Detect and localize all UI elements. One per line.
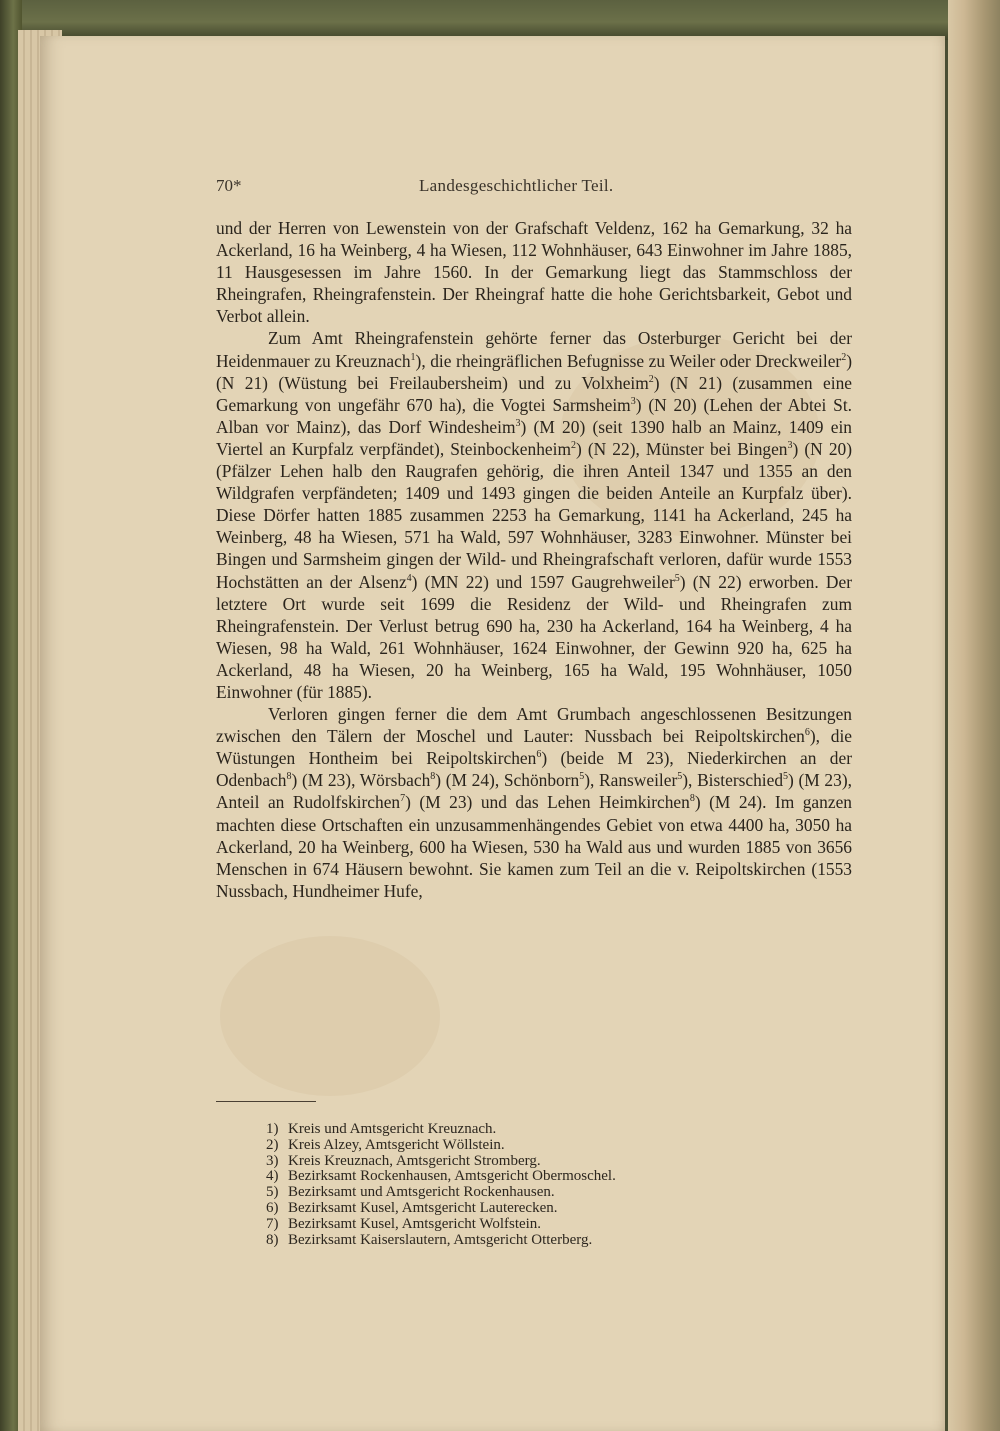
footnote (266, 1185, 826, 1201)
footnote-text: Kreis und Amtsgericht Kreuznach. (288, 1121, 497, 1137)
paragraph: Verloren gingen ferner die dem Amt Grumbach angeschlossenen Besitzungen zwischen den Tälern der Moschel und Lauter: Nussbach bei Reipoltskirchen$^6$), die Wüstungen Hontheim bei Reipoltskirchen$^6$) (beide M 23), Niederkirchen an der Odenbach$^8$) (M 23), Wörsbach$^8$) (M 24), Schönborn$^5$), Ransweiler$^5$), Bisterschied$^5$) (M 23), Anteil an Rudolfskirchen$^7$) (M 23) und das Lehen Heimkirchen$^8$) (M 24). Im ganzen machten diese Ortschaften ein unzusammenhängendes Gebiet von etwa 4400 ha, 3050 ha Ackerland, 20 ha Weinberg, 600 ha Wiesen, 530 ha Wald aus und wurden 1885 von 3656 Menschen in 674 Häusern bewohnt. Sie kamen zum Teil an die v. Reipoltskirchen (1553 Nussbach, Hundheimer Hufe, (216, 704, 852, 901)
footnote (266, 1154, 826, 1170)
footnote-separator (216, 1101, 316, 1102)
footnote-text: Bezirksamt Kaiserslautern, Amtsgericht Otterberg. (288, 1231, 593, 1248)
footnote-number: 4) (266, 1168, 279, 1185)
footnote-number: 8) (266, 1231, 279, 1248)
footnote-number: 6) (266, 1199, 279, 1216)
footnote-number: 5) (266, 1184, 279, 1201)
footnote (266, 1217, 826, 1233)
footnotes (266, 1122, 826, 1248)
footnote-text: Bezirksamt Rockenhausen, Amtsgericht Obermoschel. (288, 1168, 616, 1185)
page-number: 70* (216, 176, 242, 195)
body-text (216, 217, 852, 902)
footnote-number: 3) (266, 1152, 279, 1169)
footnote-text: Kreis Kreuznach, Amtsgericht Stromberg. (288, 1152, 541, 1169)
footnote-number: 1) (266, 1121, 279, 1137)
paragraph: und der Herren von Lewenstein von der Grafschaft Veldenz, 162 ha Gemarkung, 32 ha Ackerland, 16 ha Weinberg, 4 ha Wiesen, 112 Wohnhäuser, 643 Einwohner im Jahre 1885, 11 Hausgesessen im Jahre 1560. In der Gemarkung liegt das Stammschloss der Rheingrafen, Rheingrafenstein. Der Rheingraf hatte die hohe Gerichtsbarkeit, Gebot und Verbot allein. (216, 218, 852, 327)
footnote-text: Bezirksamt und Amtsgericht Rockenhausen. (288, 1184, 555, 1201)
page-header (216, 176, 852, 198)
footnote (266, 1201, 826, 1217)
footnote-text: Kreis Alzey, Amtsgericht Wöllstein. (288, 1136, 505, 1153)
footnote-number: 2) (266, 1136, 279, 1153)
footnote (266, 1233, 826, 1249)
footnote (266, 1169, 826, 1185)
paragraph: Zum Amt Rheingrafenstein gehörte ferner das Osterburger Gericht bei der Heidenmauer zu Kreuznach$^1$), die rheingräflichen Befugnisse zu Weiler oder Dreckweiler$^2$) (N 21) (Wüstung bei Freilaubersheim) und zu Volxheim$^2$) (N 21) (zusammen eine Gemarkung von ungefähr 670 ha), die Vogtei Sarmsheim$^3$) (N 20) (Lehen der Abtei St. Alban vor Mainz), das Dorf Windesheim$^3$) (M 20) (seit 1390 halb an Mainz, 1409 ein Viertel an Kurpfalz verpfändet), Steinbockenheim$^2$) (N 22), Münster bei Bingen$^3$) (N 20) (Pfälzer Lehen halb den Raugrafen gehörig, die ihren Anteil 1347 und 1355 an den Wildgrafen verpfändeten; 1409 und 1493 gingen die beiden Anteile an Kurpfalz über). Diese Dörfer hatten 1885 zusammen 2253 ha Gemarkung, 1141 ha Ackerland, 245 ha Weinberg, 48 ha Wiesen, 571 ha Wald, 597 Wohnhäuser, 3283 Einwohner. Münster bei Bingen und Sarmsheim gingen der Wild- und Rheingrafschaft verloren, dafür wurde 1553 Hochstätten an der Alsenz$^4$) (MN 22) und 1597 Gaugrehweiler$^5$) (N 22) erworben. Der letztere Ort wurde seit 1699 die Residenz der Wild- und Rheingrafen zum Rheingrafenstein. Der Verlust betrug 690 ha, 230 ha Ackerland, 164 ha Weinberg, 4 ha Wiesen, 98 ha Wald, 261 Wohnhäuser, 1624 Einwohner, der Gewinn 920 ha, 625 ha Ackerland, 48 ha Wiesen, 20 ha Weinberg, 165 ha Wald, 195 Wohnhäuser, 1050 Einwohner (für 1885). (216, 328, 853, 702)
footnote-text: Bezirksamt Kusel, Amtsgericht Lauterecken. (288, 1199, 558, 1216)
footnote-number: 7) (266, 1215, 279, 1232)
running-title: Landesgeschichtlicher Teil. (419, 176, 614, 195)
footnote (266, 1138, 826, 1154)
book-cover-right (948, 0, 1000, 1431)
footnote-text: Bezirksamt Kusel, Amtsgericht Wolfstein. (288, 1215, 542, 1232)
book-cover-top (0, 0, 1000, 40)
footnote (266, 1122, 826, 1138)
